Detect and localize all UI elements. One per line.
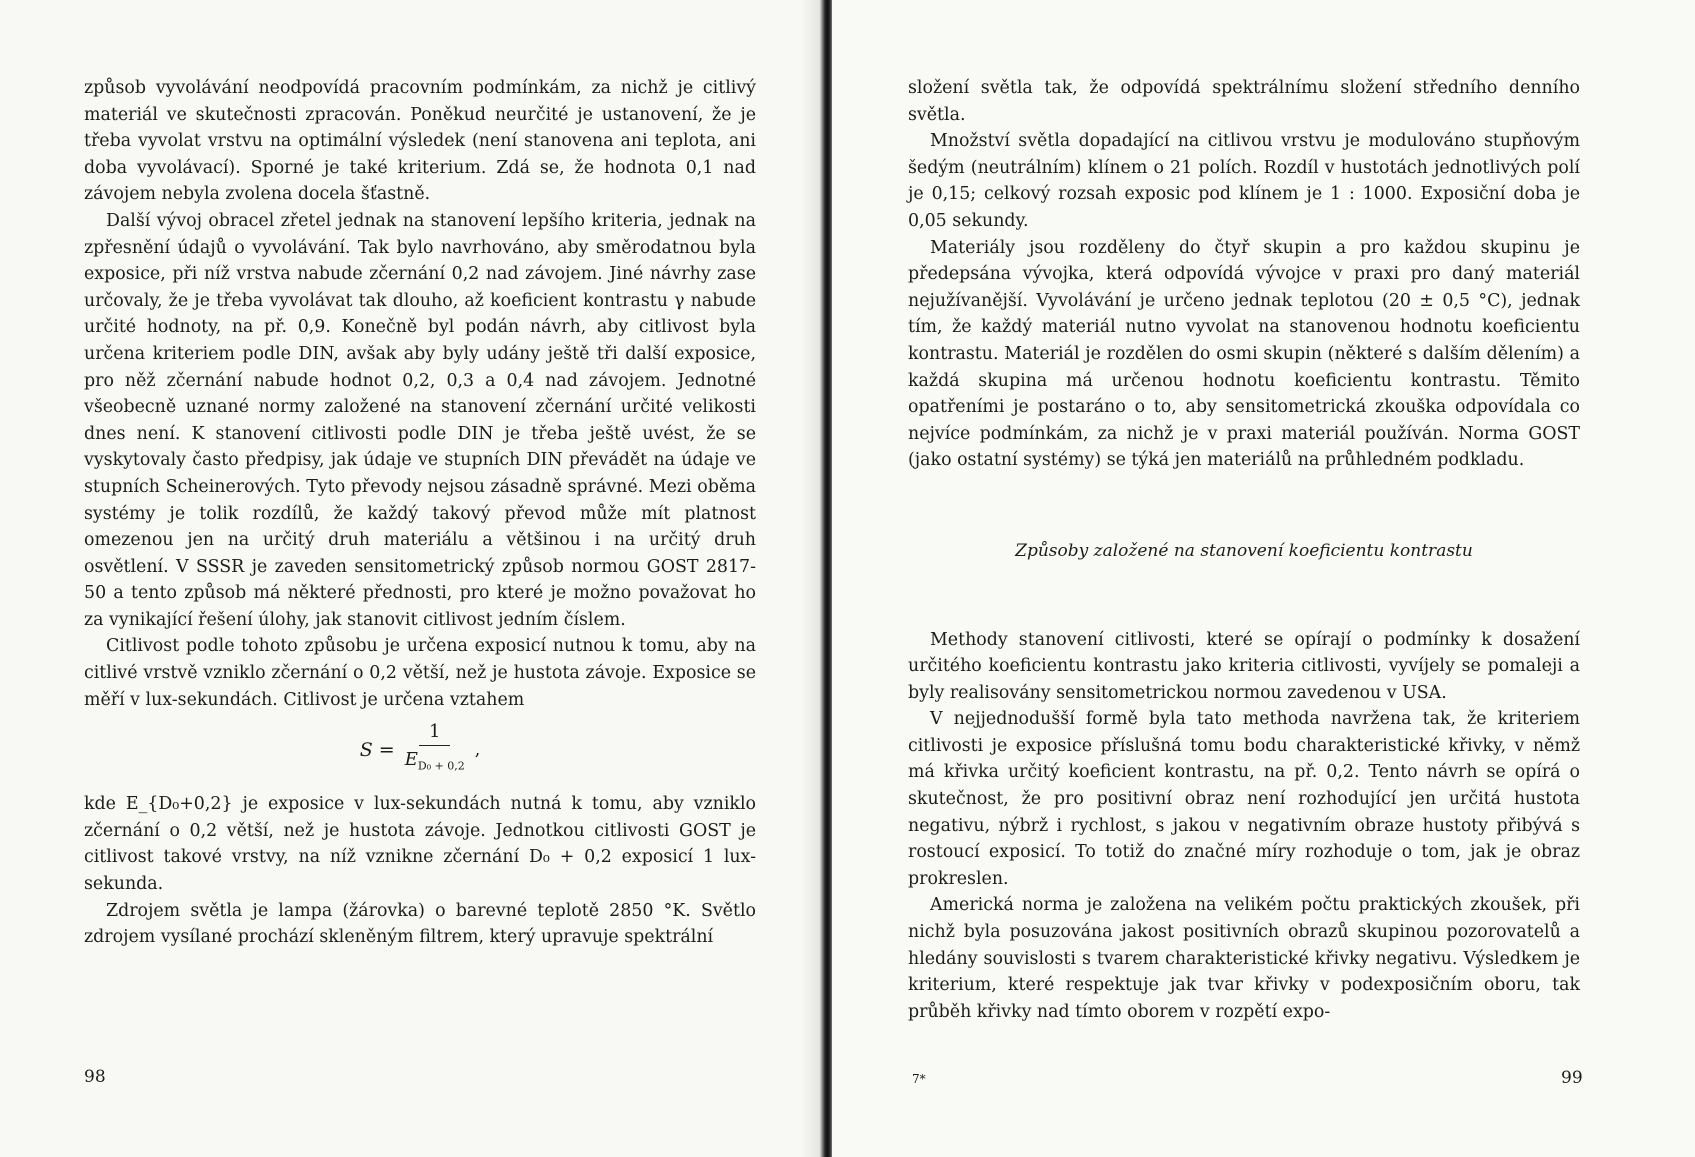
left-paragraph-5: Zdrojem světla je lampa (žárovka) o barevné teplotě 2850 °K. Světlo zdrojem vysílané prochází skleněným filtrem, který upravuje spektrální <box>84 900 756 948</box>
formula-lhs: S = <box>359 738 395 761</box>
right-paragraph-4: Methody stanovení citlivosti, které se opírají o podmínky k dosažení určitého koeficientu kontrastu jako kriteria citlivosti, vyvíjely se pomaleji a byly realisovány sensitometrickou normou zavedenou v USA. <box>908 629 1580 703</box>
printer-signature-mark: 7* <box>912 1072 926 1086</box>
right-page-text <box>908 75 1580 1025</box>
left-paragraph-3: Citlivost podle tohoto způsobu je určena exposicí nutnou k tomu, aby na citlivé vrstvě vzniklo zčernání o 0,2 větší, než je hustota závoje. Exposice se měří v lux-sekundách. Citlivost je určena vztahem <box>84 636 756 710</box>
formula-denominator-base: E <box>404 749 418 771</box>
page-edge-shadow <box>800 0 820 1157</box>
page-number-right: 99 <box>1561 1068 1583 1088</box>
formula-numerator: 1 <box>419 719 450 746</box>
formula-denominator-sub: D₀ + 0,2 <box>417 760 465 774</box>
left-paragraph-1: způsob vyvolávání neodpovídá pracovním podmínkám, za nichž je citlivý materiál ve skutečnosti zpracován. Poněkud neurčité je ustanovení, že je třeba vyvolat vrstvu na optimální výsledek (není stanovena ani teplota, ani doba vyvolávací). Sporné je také kriterium. Zdá se, že hodnota 0,1 nad závojem nebyla zvolena docela šťastně. <box>84 78 756 205</box>
right-paragraph-3: Materiály jsou rozděleny do čtyř skupin a pro každou skupinu je předepsána vývojka, která odpovídá vývojce v praxi pro daný materiál nejužívanější. Vyvolávání je určeno jednak teplotou (20 ± 0,5 °C), jednak tím, že každý materiál nutno vyvolat na stanovenou hodnotu koeficientu kontrastu. Materiál je rozdělen do osmi skupin (některé s dalším dělením) a každá skupina má určenou hodnotu koeficientu kontrastu. Těmito opatřeními je postaráno o to, aby sensitometrická zkouška odpovídala co nejvíce podmínkám, za nichž je v praxi materiál používán. Norma GOST (jako ostatní systémy) se týká jen materiálů na průhledném podkladu. <box>908 237 1580 471</box>
left-paragraph-4: kde E_{D₀+0,2} je exposice v lux-sekundách nutná k tomu, aby vzniklo zčernání o 0,2 větší, než je hustota závoje. Jednotkou citlivosti GOST je citlivost takové vrstvy, na níž vznikne zčernání D₀ + 0,2 exposicí 1 lux-sekunda. <box>84 794 756 895</box>
left-page <box>0 0 820 1157</box>
page-number-left: 98 <box>84 1067 106 1087</box>
right-paragraph-2: Množství světla dopadající na citlivou vrstvu je modulováno stupňovým šedým (neutrálním) klínem o 21 polích. Rozdíl v hustotách jednotlivých polí je 0,15; celkový rozsah exposic pod klínem je 1 : 1000. Exposiční doba je 0,05 sekundy. <box>908 131 1580 231</box>
formula-denominator <box>405 746 465 781</box>
formula-comma: , <box>474 739 481 760</box>
right-paragraph-5: V nejjednodušší formě byla tato methoda navržena tak, že kriteriem citlivosti je exposice příslušná tomu bodu charakteristické křivky, v němž má křivka určitý koeficient kontrastu, na př. 0,2. Tento návrh se opírá o skutečnost, že pro positivní obraz není rozhodující jen určitá hustota negativu, nýbrž i rychlost, s jakou v negativním obraze hustoty přibývá s rostoucí exposicí. To totiž do značné míry rozhoduje o tom, jak je obraz prokreslen. <box>908 709 1580 889</box>
formula-fraction <box>405 719 465 781</box>
right-paragraph-6: Americká norma je založena na velikém počtu praktických zkoušek, při nichž byla posuzována jakost positivních obrazů skupinou pozorovatelů a hledány souvislosti s tvarem charakteristické křivky negativu. Výsledkem je kriterium, které respektuje jak tvar křivky v podexposičním oboru, tak průběh křivky nad tímto oborem v rozpětí expo- <box>908 895 1580 1022</box>
section-heading: Způsoby založené na stanovení koeficientu kontrastu <box>1015 540 1473 561</box>
left-page-text <box>84 75 756 951</box>
left-paragraph-2: Další vývoj obracel zřetel jednak na stanovení lepšího kriteria, jednak na zpřesnění údajů o vyvolávání. Tak bylo navrhováno, aby směrodatnou byla exposice, při níž vrstva nabude zčernání 0,2 nad závojem. Jiné návrhy zase určovaly, že je třeba vyvolávat tak dlouho, až koeficient kontrastu γ nabude určité hodnoty, na př. 0,9. Konečně byl podán návrh, aby citlivost byla určena kriteriem podle DIN, avšak aby byly udány ještě tři další exposice, pro něž zčernání nabude hodnot 0,2, 0,3 a 0,4 nad závojem. Jednotné všeobecně uznané normy založené na stanovení zčernání určité velikosti dnes není. K stanovení citlivosti podle DIN je třeba ještě uvést, že se vyskytovaly často předpisy, jak údaje ve stupních DIN převádět na údaje ve stupních Scheinerových. Tyto převody nejsou zásadně správné. Mezi oběma systémy je tolik rozdílů, že každý takový převod může mít platnost omezenou jen na určitý druh materiálu a většinou i na určitý druh osvětlení. V SSSR je zaveden sensitometrický způsob normou GOST 2817-50 a tento způsob má některé přednosti, pro které je možno považovat ho za vynikající řešení úlohy, jak stanovit citlivost jedním číslem. <box>84 210 756 630</box>
sensitivity-formula <box>84 715 756 785</box>
right-paragraph-1: složení světla tak, že odpovídá spektrálnímu složení středního denního světla. <box>908 78 1580 125</box>
